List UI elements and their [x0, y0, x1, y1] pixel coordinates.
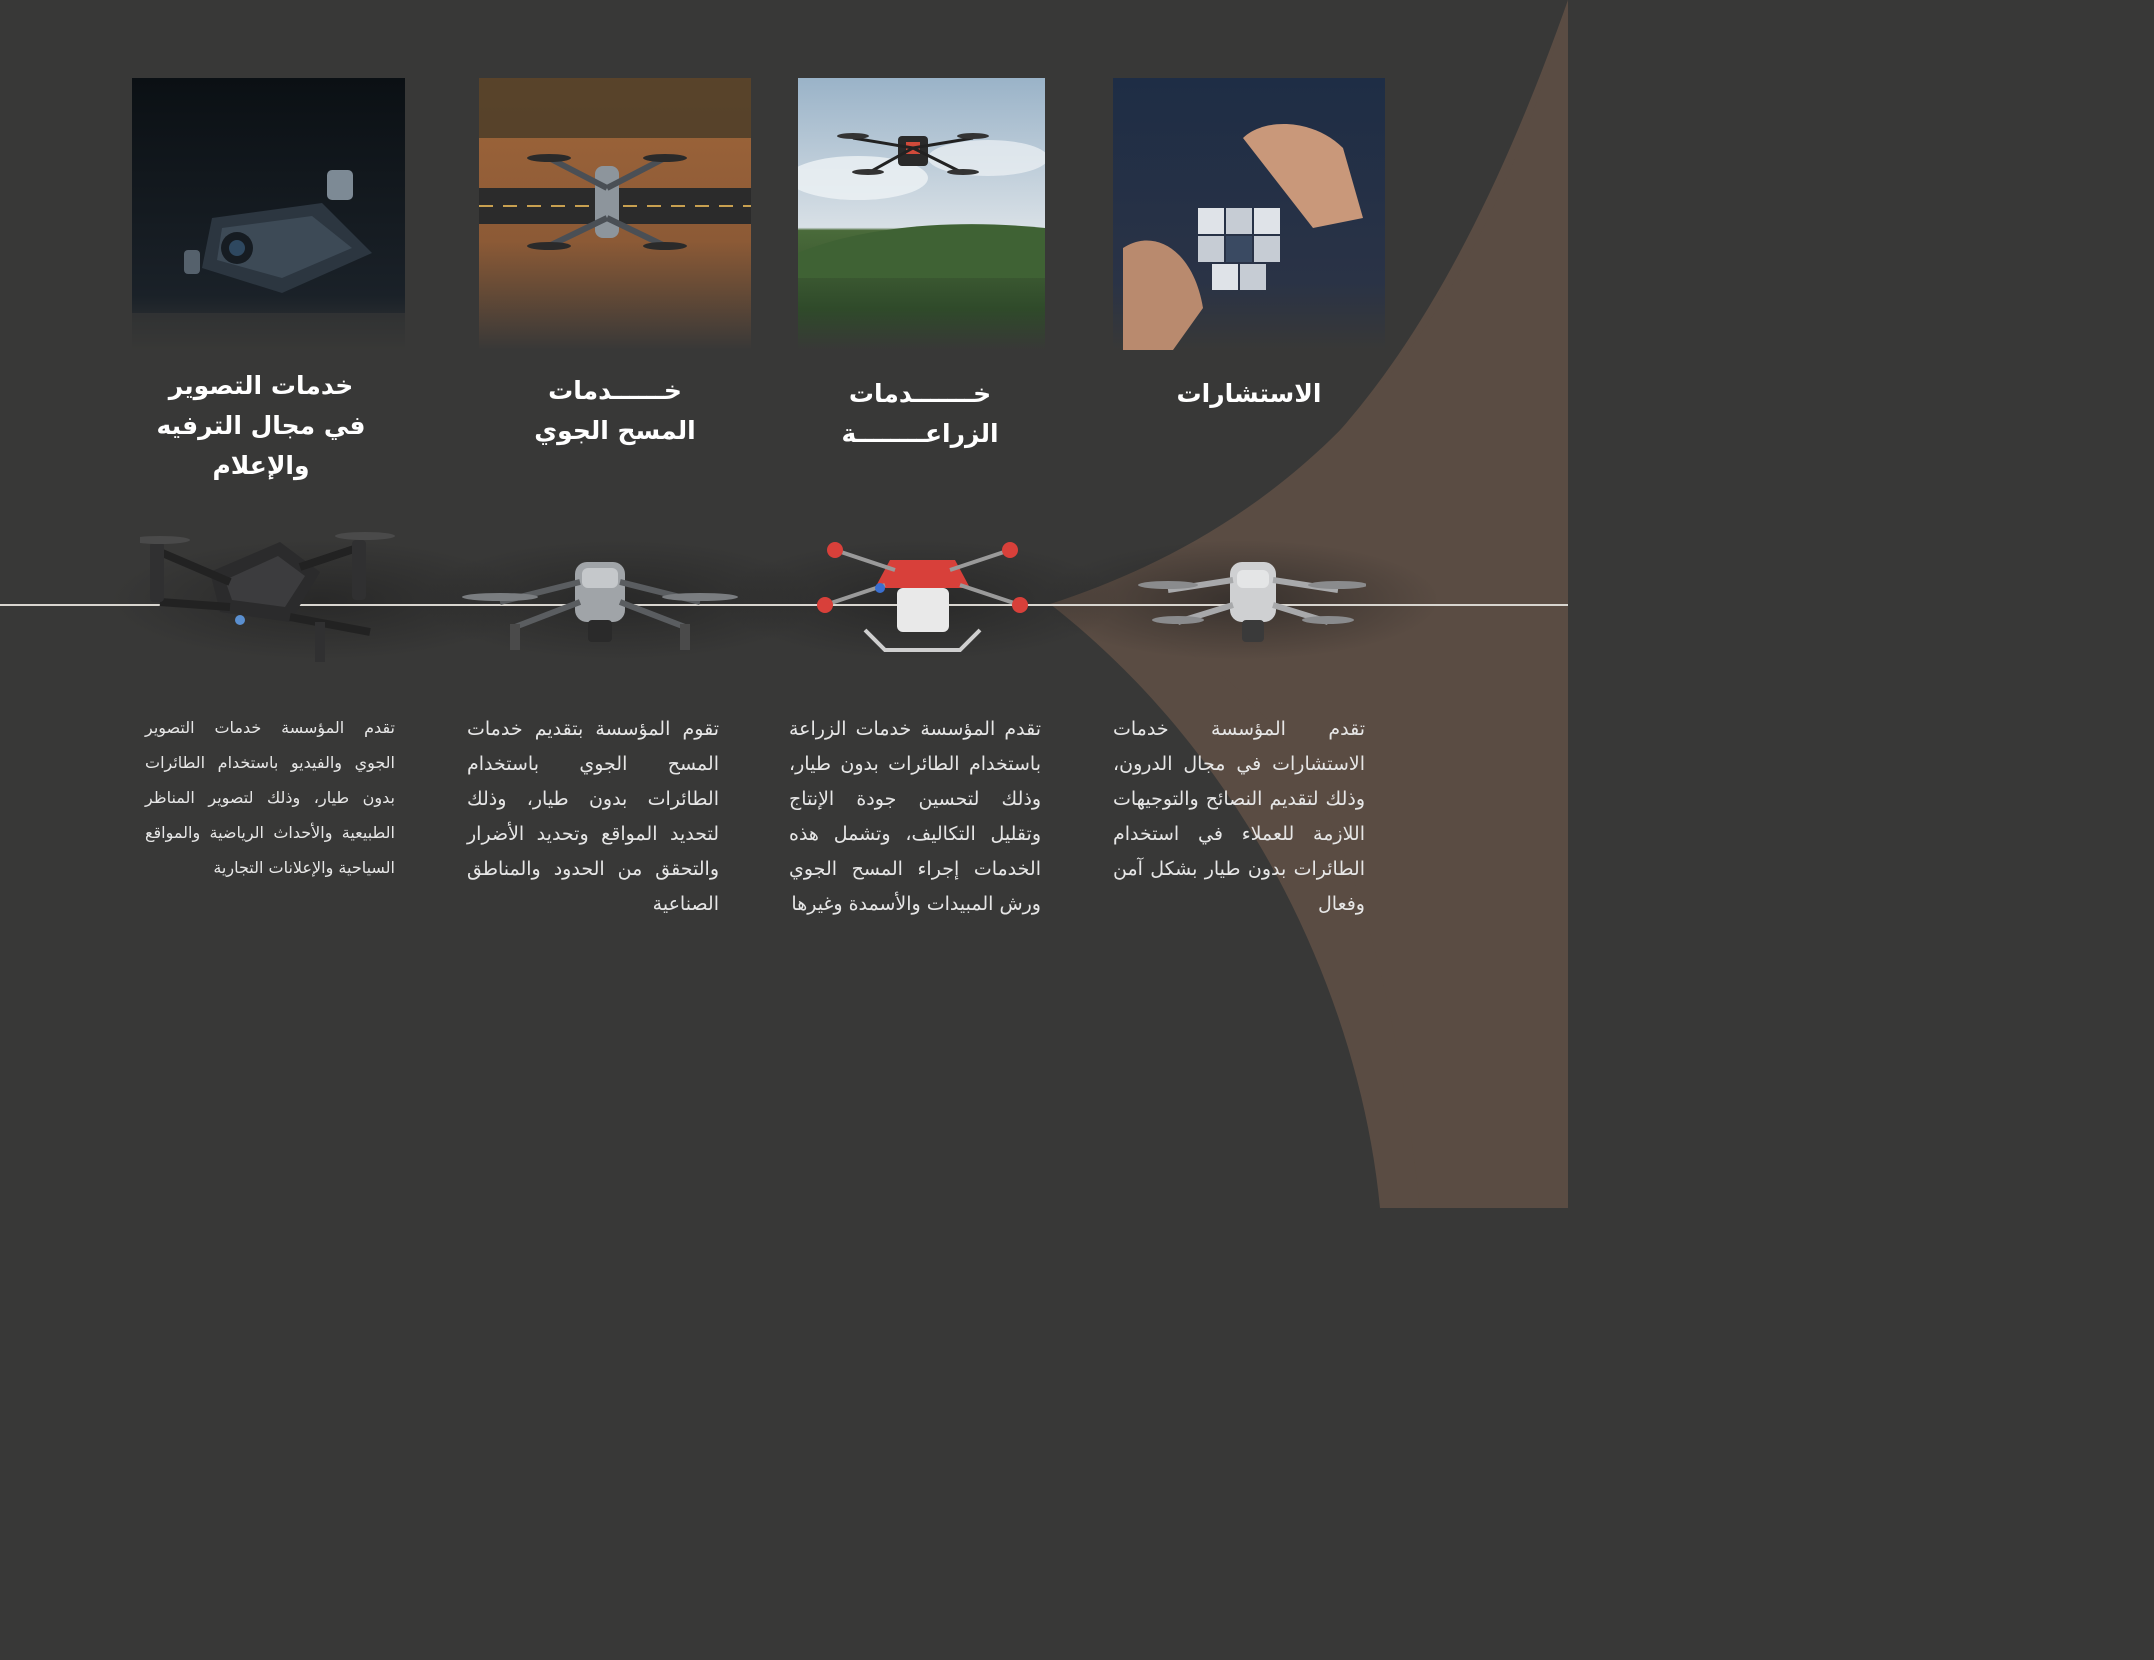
drone-over-road-icon — [479, 78, 751, 350]
heading-line: المسح الجوي — [534, 416, 696, 445]
drone-road-photo — [479, 78, 751, 350]
body-photography: تقدم المؤسسة خدمات التصوير الجوي والفيديو باستخدام الطائرات بدون طيار، وذلك لتصوير المناظر الطبيعية والأحداث الرياضية والمواقع السياحية والإعلانات التجارية — [145, 718, 395, 877]
body-consulting: تقدم المؤسسة خدمات الاستشارات في مجال الدرون، وذلك لتقديم النصائح والتوجيهات اللازمة للعملاء في استخدام الطائرات بدون طيار بشكل آمن وفعال — [1113, 718, 1365, 915]
heading-line: في مجال الترفيه — [156, 411, 366, 440]
heading-agriculture — [800, 374, 1040, 454]
heading-line: خـــــــدمات — [848, 379, 992, 408]
heading-line: والإعلام — [212, 451, 310, 480]
white-quadcopter-icon — [1138, 540, 1366, 652]
heading-photography — [132, 366, 390, 486]
body-agriculture: تقدم المؤسسة خدمات الزراعة باستخدام الطائرات بدون طيار، وذلك لتحسين جودة الإنتاج وتقليل التكاليف، وتشمل هذه الخدمات إجراء المسح الجوي ورش المبيدات والأسمدة وغيرها — [789, 718, 1041, 915]
drone-night-photo — [132, 78, 405, 350]
grey-survey-drone-icon — [460, 542, 740, 657]
grey-survey-drone — [460, 542, 740, 657]
heading-line: خدمات التصوير — [168, 371, 354, 400]
heading-line: الاستشارات — [1176, 379, 1322, 408]
hand-cube-icon — [1113, 78, 1385, 350]
agriculture-photo — [798, 78, 1045, 350]
body-aerial-survey: تقوم المؤسسة بتقديم خدمات المسح الجوي باستخدام الطائرات بدون طيار، وذلك لتحديد المواقع وتحديد الأضرار والتحقق من الحدود والمناطق الصناعية — [467, 718, 719, 915]
heading-aerial-survey — [490, 371, 740, 451]
red-agriculture-drone — [805, 530, 1040, 658]
drone-night-icon — [132, 78, 405, 350]
agriculture-drone-sky-icon — [798, 78, 1045, 350]
heading-line: خــــــدمات — [548, 376, 682, 405]
heading-consulting — [1113, 374, 1385, 414]
black-folding-drone-icon — [140, 512, 400, 667]
white-quadcopter-drone — [1138, 540, 1366, 652]
red-agriculture-drone-icon — [805, 530, 1040, 658]
heading-line: الزراعــــــــة — [841, 419, 999, 448]
black-folding-drone — [140, 512, 400, 667]
consulting-photo — [1113, 78, 1385, 350]
